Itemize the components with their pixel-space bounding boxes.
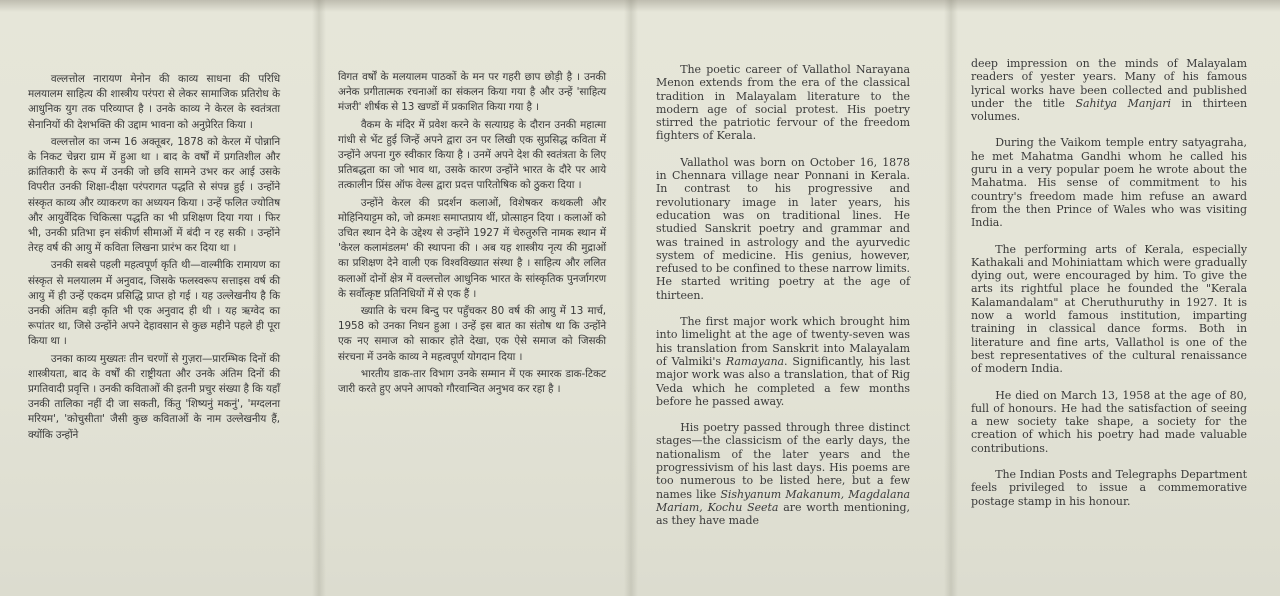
hindi-paragraph: भारतीय डाक-तार विभाग उनके सम्मान में एक स्मारक डाक-टिकट जारी करते हुए अपने आपको गौरवान्वित अनुभव कर रहा है । — [338, 367, 606, 396]
english-paragraph: The performing arts of Kerala, especially Kathakali and Mohiniattam which were gradually dying out, were encouraged by him. To give the arts its rightful place he founded the "Kerala Kalamandalam" at Cheruthuruthy in 1927. It is now a world famous institution, imparting training in classical dance forms. Both in literature and fine arts, Vallathol is one of the best representatives of the cultural renaissance of modern India. — [971, 242, 1247, 376]
english-paragraph: The poetic career of Vallathol Narayana Menon extends from the era of the classical tradition in Malayalam literature to the modern age of social protest. His poetry stirred the patriotic fervour of the freedom fighters of Kerala. — [656, 63, 910, 143]
italic-title: Ramayana — [725, 354, 785, 368]
hindi-paragraph: वल्लत्तोल का जन्म 16 अक्तूबर, 1878 को केरल में पोन्नानि के निकट चेन्नरा ग्राम में हुआ था । बाद के वर्षों में प्रगतिशील और क्रांतिकारी के रूप में उनकी जो छवि सामने उभर कर आई उसके विपरीत उनकी शिक्षा-दीक्षा परंपरागत पद्धति से संपन्न हुई । उन्होंने संस्कृत काव्य और व्याकरण का अध्ययन किया । उन्हें फलित ज्योतिष और आयुर्वेदिक चिकित्सा पद्धति का भी प्रशिक्षण दिया गया । फिर भी, उनकी प्रतिभा इन संकीर्ण सीमाओं में बंदी न रह सकी । उन्होंने तेरह वर्ष की आयु में कविता लिखना प्रारंभ कर दिया था । — [28, 135, 280, 255]
hindi-column-2 — [338, 70, 606, 397]
hindi-panel-1 — [0, 0, 318, 596]
english-panel-2 — [950, 0, 1280, 596]
hindi-paragraph: उन्होंने केरल की प्रदर्शन कलाओं, विशेषकर कथकली और मोहिनियाट्टम को, जो क्रमशः समाप्तप्राय थीं, प्रोत्साहन दिया । कलाओं को उचित स्थान देने के उद्देश्य से उन्होंने 1927 में चेरुतुरुत्ति नामक स्थान में 'केरल कलामंडलम' की स्थापना की । अब यह शास्त्रीय नृत्य की मुद्राओं का प्रशिक्षण देने वाली एक विश्वविख्यात संस्था है । साहित्य और ललित कलाओं दोनों क्षेत्र में वल्लत्तोल आधुनिक भारत के सांस्कृतिक पुनर्जागरण के सर्वोत्कृष्ट प्रतिनिधियों में से एक हैं । — [338, 196, 606, 300]
english-column-2 — [971, 57, 1247, 508]
english-paragraph: Vallathol was born on October 16, 1878 in Chennara village near Ponnani in Kerala. In contrast to his progressive and revolutionary image in later years, his education was on traditional lines. He studied Sanskrit poetry and grammar and was trained in astrology and the ayurvedic system of medicine. His genius, however, refused to be confined to these narrow limits. He started writing poetry at the age of thirteen. — [656, 155, 910, 302]
hindi-paragraph: उनका काव्य मुख्यतः तीन चरणों से गुज़रा—प्रारम्भिक दिनों की शास्त्रीयता, बाद के वर्षों की राष्ट्रीयता और उनके अंतिम दिनों की प्रगतिवादी प्रवृत्ति । उनकी कविताओं की इतनी प्रचुर संख्या है कि यहाँ उनकी तालिका नहीं दी जा सकती, किंतु 'शिष्यनुं मकनुं', 'मग्दलना मरियम', 'कोचुसीता' जैसी कुछ कविताओं के नाम उल्लेखनीय हैं, क्योंकि उन्होंने — [28, 352, 280, 441]
hindi-paragraph: विगत वर्षों के मलयालम पाठकों के मन पर गहरी छाप छोड़ी है । उनकी अनेक प्रगीतात्मक रचनाओं का संकलन किया गया है और उन्हें 'साहित्य मंजरी' शीर्षक से 13 खण्डों में प्रकाशित किया गया है । — [338, 71, 606, 114]
english-paragraph: During the Vaikom temple entry satyagraha, he met Mahatma Gandhi whom he called his guru in a very popular poem he wrote about the Mahatma. His sense of commitment to his country's freedom made him refuse an award from the then Prince of Wales who was visiting India. — [971, 136, 1247, 230]
english-paragraph: deep impression on the minds of Malayalam readers of yester years. Many of his famous lyrical works have been collected and published under the title Sahitya Manjari in thirteen volumes. — [971, 57, 1247, 124]
english-panel-1 — [630, 0, 950, 596]
hindi-paragraph: उनकी सबसे पहली महत्वपूर्ण कृति थी—वाल्मीकि रामायण का संस्कृत से मलयालम में अनुवाद, जिसके फलस्वरूप सत्ताइस वर्ष की आयु में ही उन्हें एकदम प्रसिद्धि प्राप्त हो गई । यह उल्लेखनीय है कि उनकी अंतिम बड़ी कृति भी एक अनुवाद ही थी । यह ऋग्वेद का रूपांतर था, जिसे उन्होंने अपने देहावसान से कुछ महीने पहले ही पूरा किया था । — [28, 259, 280, 348]
english-paragraph: He died on March 13, 1958 at the age of 80, full of honours. He had the satisfaction of seeing a new society take shape, a society for the creation of which his poetry had made valuable contributions. — [971, 388, 1247, 455]
english-paragraph: His poetry passed through three distinct stages—the classicism of the early days, the nationalism of the later years and the progressivism of his last days. His poems are too numerous to be listed here, but a few names like Sishyanum Makanum, Magdalana Mariam, Kochu Seeta are worth mentioning, as they have made — [656, 421, 910, 528]
hindi-paragraph: वल्लत्तोल नारायण मेनोन की काव्य साधना की परिधि मलयालम साहित्य की शास्त्रीय परंपरा से लेकर सामाजिक प्रतिरोध के आधुनिक युग तक परिव्याप्त है । उनके काव्य ने केरल के स्वतंत्रता सेनानियों की देशभक्ति की उद्दाम भावना को अनुप्रेरित किया । — [28, 73, 280, 131]
italic-title: Sahitya Manjari — [1075, 96, 1171, 110]
english-paragraph: The Indian Posts and Telegraphs Department feels privileged to issue a commemorative postage stamp in his honour. — [971, 468, 1247, 508]
hindi-paragraph: वैकम के मंदिर में प्रवेश करने के सत्याग्रह के दौरान उनकी महात्मा गांधी से भेंट हुई जिन्हें अपने द्वारा उन पर लिखी एक सुप्रसिद्ध कविता में उन्होंने अपना गुरु स्वीकार किया है । उनमें अपने देश की स्वतंत्रता के लिए प्रतिबद्धता का जो भाव था, उसके कारण उन्होंने भारत के दौरे पर आये तत्कालीन प्रिंस ऑफ वेल्स द्वारा प्रदत्त पारितोषिक को ठुकरा दिया । — [338, 118, 606, 192]
italic-titles: Sishyanum Makanum, Magdalana Mariam, Kochu Seeta — [656, 487, 910, 514]
english-paragraph: The first major work which brought him into limelight at the age of twenty-seven was his translation from Sanskrit into Malayalam of Valmiki's Ramayana. Significantly, his last major work was also a translation, that of Rig Veda which he completed a few months before he passed away. — [656, 315, 910, 408]
hindi-paragraph: ख्याति के चरम बिन्दु पर पहुँचकर 80 वर्ष की आयु में 13 मार्च, 1958 को उनका निधन हुआ । उन्हें इस बात का संतोष था कि उन्होंने एक नए समाज को साकार होते देखा, एक ऐसे समाज को जिसकी संरचना में उनके काव्य ने महत्वपूर्ण योगदान दिया । — [338, 305, 606, 363]
hindi-panel-2 — [318, 0, 630, 596]
hindi-column-1 — [28, 72, 280, 443]
english-column-1 — [656, 63, 910, 528]
